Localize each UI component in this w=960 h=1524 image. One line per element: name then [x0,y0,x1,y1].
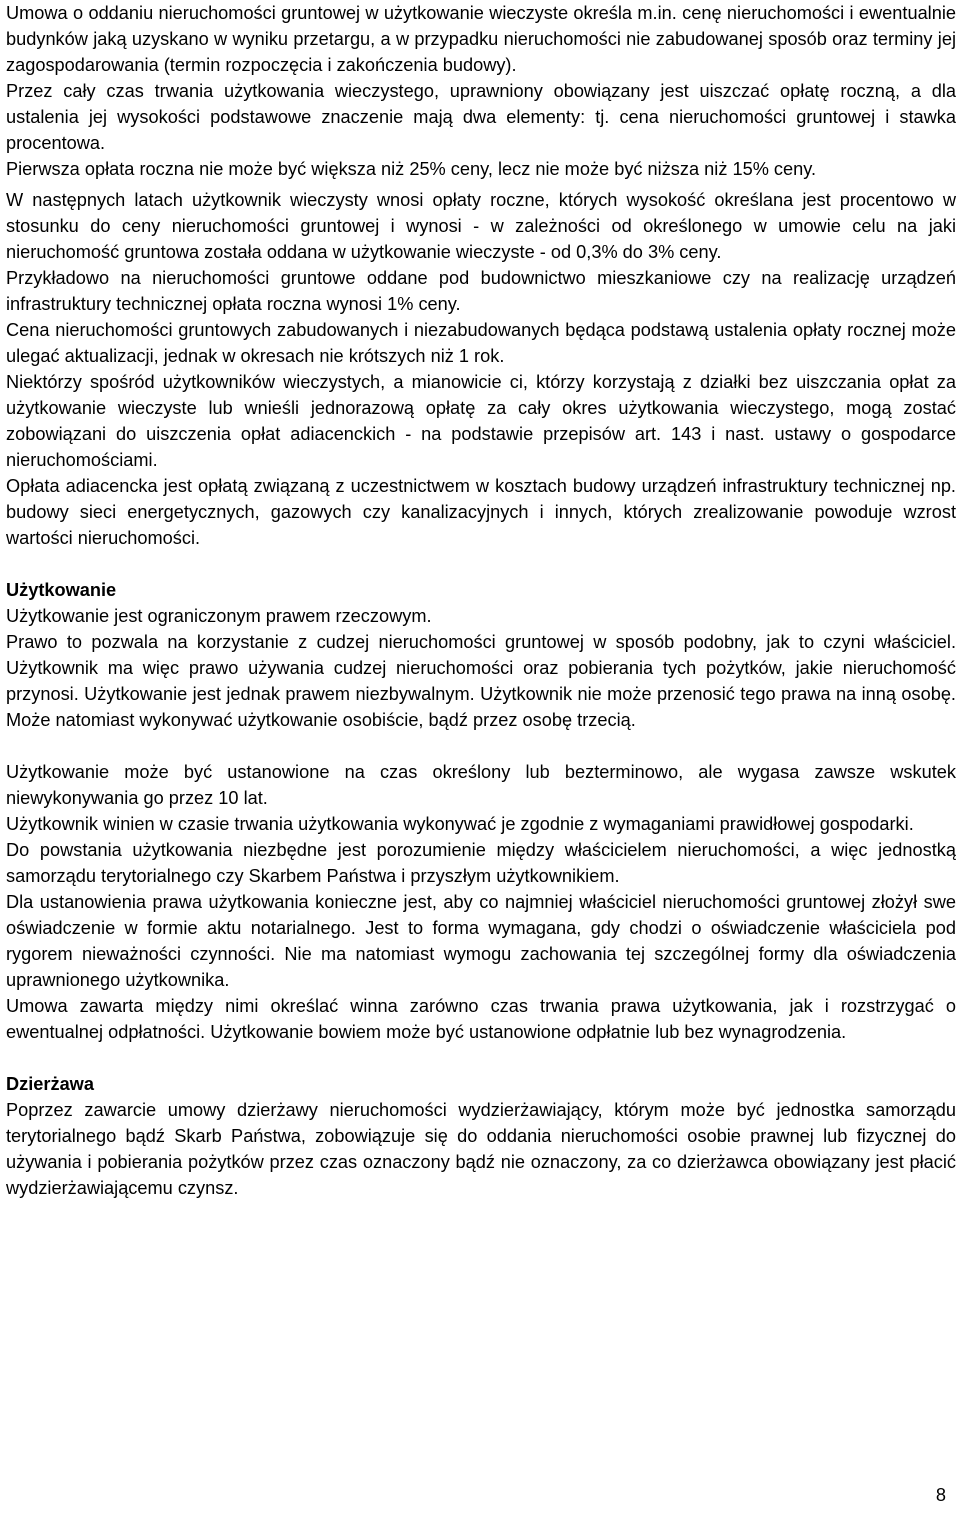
paragraph: Umowa o oddaniu nieruchomości gruntowej w użytkowanie wieczyste określa m.in. cenę nieruchomości i ewentualnie budynków jaką uzyskano w wyniku przetargu, a w przypadku nieruchomości nie zabudowanej sposób oraz terminy jej zagospodarowania (termin rozpoczęcia i zakończenia budowy). [6,3,956,75]
paragraph: Opłata adiacencka jest opłatą związaną z uczestnictwem w kosztach budowy urządzeń infrastruktury technicznej np. budowy sieci energetycznych, gazowych czy kanalizacyjnych i innych, których zrealizowanie powoduje wzrost wartości nieruchomości. [6,476,956,548]
page-number: 8 [935,1485,946,1505]
section-heading-dzierzawa: Dzierżawa [6,1074,94,1094]
paragraph: Przykładowo na nieruchomości gruntowe oddane pod budownictwo mieszkaniowe czy na realizację urządzeń infrastruktury technicznej opłata roczna wynosi 1% ceny. [6,268,956,314]
paragraph: Pierwsza opłata roczna nie może być większa niż 25% ceny, lecz nie może być niższa niż 15% ceny. [6,159,817,179]
paragraph: Niektórzy spośród użytkowników wieczystych, a mianowicie ci, którzy korzystają z działki bez uiszczania opłat za użytkowanie wieczyste lub wnieśli jednorazową opłatę za cały okres użytkowania wieczystego, mogą zostać zobowiązani do uiszczenia opłat adiacenckich - na podstawie przepisów art. 143 i nast. ustawy o gospodarce nieruchomościami. [6,372,956,470]
document-page [6,0,956,1201]
paragraph: Użytkowanie jest ograniczonym prawem rzeczowym. [6,606,432,626]
paragraph: W następnych latach użytkownik wieczysty wnosi opłaty roczne, których wysokość określana jest procentowo w stosunku do ceny nieruchomości gruntowej i wynosi - w zależności od określonego w umowie celu na jaki nieruchomość gruntowa została oddana w użytkowanie wieczyste - od 0,3% do 3% ceny. [6,190,956,262]
paragraph: Poprzez zawarcie umowy dzierżawy nieruchomości wydzierżawiający, którym może być jednostka samorządu terytorialnego bądź Skarb Państwa, zobowiązuje się do oddania nieruchomości osobie prawnej lub fizycznej do używania i pobierania pożytków przez czas oznaczony bądź nie oznaczony, za co dzierżawca obowiązany jest płacić wydzierżawiającemu czynsz. [6,1100,956,1198]
section-heading-uzytkowanie: Użytkowanie [6,580,117,600]
paragraph: Do powstania użytkowania niezbędne jest porozumienie między właścicielem nieruchomości, a więc jednostką samorządu terytorialnego czy Skarbem Państwa i przyszłym użytkownikiem. [6,840,956,886]
paragraph: Cena nieruchomości gruntowych zabudowanych i niezabudowanych będąca podstawą ustalenia opłaty rocznej może ulegać aktualizacji, jednak w okresach nie krótszych niż 1 rok. [6,320,956,366]
paragraph: Użytkownik winien w czasie trwania użytkowania wykonywać je zgodnie z wymaganiami prawidłowej gospodarki. [6,814,914,834]
paragraph: Dla ustanowienia prawa użytkowania konieczne jest, aby co najmniej właściciel nieruchomości gruntowej złożył swe oświadczenie w formie aktu notarialnego. Jest to forma wymagana, gdy chodzi o oświadczenie właściciela pod rygorem nieważności czynności. Nie ma natomiast wymogu zachowania tej szczególnej formy dla oświadczenia uprawnionego użytkownika. [6,892,956,990]
paragraph: Przez cały czas trwania użytkowania wieczystego, uprawniony obowiązany jest uiszczać opłatę roczną, a dla ustalenia jej wysokości podstawowe znaczenie mają dwa elementy: tj. cena nieruchomości gruntowej i stawka procentowa. [6,81,956,153]
paragraph: Użytkowanie może być ustanowione na czas określony lub bezterminowo, ale wygasa zawsze wskutek niewykonywania go przez 10 lat. [6,762,956,808]
paragraph: Prawo to pozwala na korzystanie z cudzej nieruchomości gruntowej w sposób podobny, jak to czyni właściciel. Użytkownik ma więc prawo używania cudzej nieruchomości oraz pobierania tych pożytków, jakie nieruchomość przynosi. Użytkowanie jest jednak prawem niezbywalnym. Użytkownik nie może przenosić tego prawa na inną osobę. Może natomiast wykonywać użytkowanie osobiście, bądź przez osobę trzecią. [6,632,956,730]
paragraph: Umowa zawarta między nimi określać winna zarówno czas trwania prawa użytkowania, jak i rozstrzygać o ewentualnej odpłatności. Użytkowanie bowiem może być ustanowione odpłatnie lub bez wynagrodzenia. [6,996,956,1042]
